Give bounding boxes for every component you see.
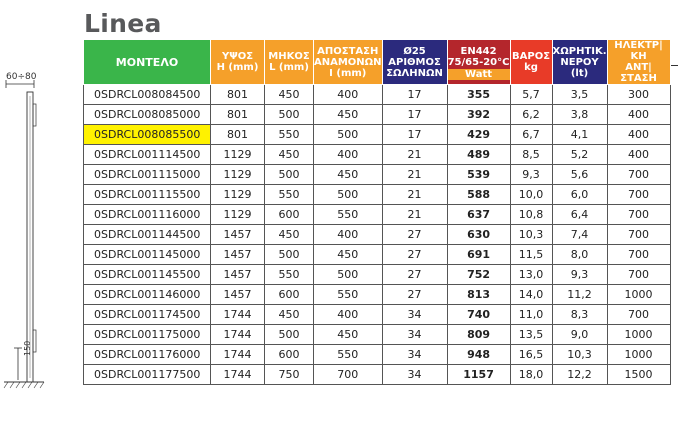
specs-table [83, 39, 671, 385]
table-row [84, 285, 671, 305]
cell-capacity: 9,3 [552, 265, 607, 285]
cell-tubes: 17 [382, 85, 447, 105]
cell-resistance: 1000 [607, 325, 670, 345]
cell-resistance: 700 [607, 205, 670, 225]
radiator-schematic [0, 60, 80, 421]
cell-weight: 9,3 [510, 165, 552, 185]
table-row [84, 225, 671, 245]
cell-height: 801 [211, 105, 265, 125]
cell-distance: 450 [314, 325, 383, 345]
cell-watt: 588 [447, 185, 510, 205]
cell-distance: 400 [314, 85, 383, 105]
header-model: ΜΟΝΤΕΛΟ [84, 40, 211, 85]
cell-weight: 5,7 [510, 85, 552, 105]
header-length: ΜΗΚΟΣ L (mm) [265, 40, 314, 85]
cell-height: 1457 [211, 265, 265, 285]
cell-model: 0SDRCL001175000 [84, 325, 211, 345]
cell-distance: 550 [314, 285, 383, 305]
cell-model: 0SDRCL001115500 [84, 185, 211, 205]
cell-capacity: 11,2 [552, 285, 607, 305]
cell-length: 500 [265, 165, 314, 185]
cell-weight: 16,5 [510, 345, 552, 365]
cell-capacity: 8,0 [552, 245, 607, 265]
cell-distance: 450 [314, 245, 383, 265]
cell-watt: 752 [447, 265, 510, 285]
cell-tubes: 21 [382, 185, 447, 205]
cell-weight: 18,0 [510, 365, 552, 385]
header-watt: EN442 75/65-20°C Watt [447, 40, 510, 85]
cell-distance: 500 [314, 125, 383, 145]
cell-height: 1129 [211, 165, 265, 185]
cell-capacity: 5,2 [552, 145, 607, 165]
header-capacity: ΧΩΡΗΤΙΚ. ΝΕΡΟΥ (lt) [552, 40, 607, 85]
cell-watt: 429 [447, 125, 510, 145]
cell-capacity: 6,4 [552, 205, 607, 225]
cell-capacity: 3,8 [552, 105, 607, 125]
cell-watt: 637 [447, 205, 510, 225]
cell-model: 0SDRCL008085500 [84, 125, 211, 145]
cell-watt: 1157 [447, 365, 510, 385]
cell-weight: 13,0 [510, 265, 552, 285]
cell-tubes: 27 [382, 225, 447, 245]
cell-capacity: 3,5 [552, 85, 607, 105]
table-row [84, 125, 671, 145]
floor-distance-label: 150 [23, 340, 32, 356]
cell-resistance: 700 [607, 225, 670, 245]
cell-distance: 400 [314, 305, 383, 325]
cell-length: 550 [265, 265, 314, 285]
cell-length: 600 [265, 285, 314, 305]
cell-weight: 14,0 [510, 285, 552, 305]
cell-model: 0SDRCL001145000 [84, 245, 211, 265]
cell-weight: 13,5 [510, 325, 552, 345]
cell-length: 750 [265, 365, 314, 385]
cell-tubes: 21 [382, 205, 447, 225]
cell-model: 0SDRCL001116000 [84, 205, 211, 225]
cell-height: 801 [211, 125, 265, 145]
table-row [84, 325, 671, 345]
cell-tubes: 17 [382, 105, 447, 125]
cell-weight: 11,0 [510, 305, 552, 325]
cell-length: 450 [265, 145, 314, 165]
cell-tubes: 21 [382, 165, 447, 185]
cell-resistance: 700 [607, 265, 670, 285]
cell-height: 1744 [211, 365, 265, 385]
cell-tubes: 17 [382, 125, 447, 145]
cell-weight: 10,3 [510, 225, 552, 245]
cell-length: 600 [265, 205, 314, 225]
cell-height: 1129 [211, 205, 265, 225]
cell-weight: 6,2 [510, 105, 552, 125]
cell-length: 550 [265, 125, 314, 145]
cell-height: 1457 [211, 285, 265, 305]
header-distance: ΑΠΟΣΤΑΣΗ ΑΝΑΜΟΝΩΝ I (mm) [314, 40, 383, 85]
cell-tubes: 27 [382, 285, 447, 305]
cell-resistance: 700 [607, 165, 670, 185]
cell-tubes: 34 [382, 345, 447, 365]
header-weight: ΒΑΡΟΣ kg [510, 40, 552, 85]
cell-length: 500 [265, 325, 314, 345]
cell-model: 0SDRCL001146000 [84, 285, 211, 305]
cell-watt: 630 [447, 225, 510, 245]
cell-model: 0SDRCL001144500 [84, 225, 211, 245]
cell-distance: 550 [314, 205, 383, 225]
table-row [84, 85, 671, 105]
cell-model: 0SDRCL001145500 [84, 265, 211, 285]
table-row [84, 145, 671, 165]
cell-watt: 392 [447, 105, 510, 125]
cell-distance: 450 [314, 105, 383, 125]
cell-length: 450 [265, 225, 314, 245]
table-row [84, 105, 671, 125]
header-height: ΥΨΟΣ H (mm) [211, 40, 265, 85]
cell-height: 1744 [211, 305, 265, 325]
cell-capacity: 6,0 [552, 185, 607, 205]
cell-height: 1744 [211, 345, 265, 365]
cell-watt: 489 [447, 145, 510, 165]
cell-model: 0SDRCL001177500 [84, 365, 211, 385]
cell-model: 0SDRCL001114500 [84, 145, 211, 165]
cell-tubes: 34 [382, 365, 447, 385]
cell-weight: 10,8 [510, 205, 552, 225]
cell-resistance: 400 [607, 105, 670, 125]
table-row [84, 185, 671, 205]
cell-capacity: 4,1 [552, 125, 607, 145]
cell-distance: 550 [314, 345, 383, 365]
cell-length: 450 [265, 85, 314, 105]
table-row [84, 205, 671, 225]
cell-tubes: 34 [382, 325, 447, 345]
cell-length: 550 [265, 185, 314, 205]
cell-resistance: 1000 [607, 285, 670, 305]
page-title: Linea [84, 9, 162, 38]
cell-distance: 500 [314, 265, 383, 285]
table-body [84, 85, 671, 385]
cell-length: 500 [265, 245, 314, 265]
cell-resistance: 700 [607, 185, 670, 205]
cell-capacity: 7,4 [552, 225, 607, 245]
cell-length: 450 [265, 305, 314, 325]
cell-height: 1129 [211, 185, 265, 205]
header-tubes: Ø25 ΑΡΙΘΜΟΣ ΣΩΛΗΝΩΝ [382, 40, 447, 85]
cell-distance: 400 [314, 145, 383, 165]
cell-watt: 809 [447, 325, 510, 345]
cell-height: 1457 [211, 225, 265, 245]
cell-weight: 8,5 [510, 145, 552, 165]
cell-length: 500 [265, 105, 314, 125]
cell-model: 0SDRCL008084500 [84, 85, 211, 105]
cell-resistance: 400 [607, 145, 670, 165]
table-row [84, 305, 671, 325]
cell-resistance: 1000 [607, 345, 670, 365]
cell-capacity: 8,3 [552, 305, 607, 325]
cell-height: 1129 [211, 145, 265, 165]
cell-model: 0SDRCL001174500 [84, 305, 211, 325]
cell-watt: 355 [447, 85, 510, 105]
cell-length: 600 [265, 345, 314, 365]
cell-capacity: 10,3 [552, 345, 607, 365]
cell-resistance: 300 [607, 85, 670, 105]
cell-resistance: 700 [607, 305, 670, 325]
cell-capacity: 12,2 [552, 365, 607, 385]
cell-height: 1744 [211, 325, 265, 345]
cell-capacity: 9,0 [552, 325, 607, 345]
cell-height: 801 [211, 85, 265, 105]
cell-watt: 539 [447, 165, 510, 185]
cell-resistance: 700 [607, 245, 670, 265]
table-row [84, 245, 671, 265]
cell-tubes: 27 [382, 265, 447, 285]
cell-tubes: 21 [382, 145, 447, 165]
cell-watt: 813 [447, 285, 510, 305]
cell-distance: 700 [314, 365, 383, 385]
header-row [84, 40, 671, 85]
cell-distance: 400 [314, 225, 383, 245]
cell-height: 1457 [211, 245, 265, 265]
cell-tubes: 27 [382, 245, 447, 265]
cell-weight: 11,5 [510, 245, 552, 265]
cell-distance: 500 [314, 185, 383, 205]
width-dimension-label: 60÷80 [6, 72, 37, 82]
table-row [84, 345, 671, 365]
cell-weight: 6,7 [510, 125, 552, 145]
cell-weight: 10,0 [510, 185, 552, 205]
cell-model: 0SDRCL008085000 [84, 105, 211, 125]
cell-tubes: 34 [382, 305, 447, 325]
cell-resistance: 400 [607, 125, 670, 145]
cell-model: 0SDRCL001115000 [84, 165, 211, 185]
cell-resistance: 1500 [607, 365, 670, 385]
table-row [84, 265, 671, 285]
cell-distance: 450 [314, 165, 383, 185]
cell-watt: 948 [447, 345, 510, 365]
cell-model: 0SDRCL001176000 [84, 345, 211, 365]
cell-watt: 740 [447, 305, 510, 325]
cell-watt: 691 [447, 245, 510, 265]
header-resistance: ΗΛΕΚΤΡ|ΚΗ ΑΝΤ|ΣΤΑΣΗ [607, 40, 670, 85]
cell-capacity: 5,6 [552, 165, 607, 185]
table-row [84, 165, 671, 185]
table-row [84, 365, 671, 385]
